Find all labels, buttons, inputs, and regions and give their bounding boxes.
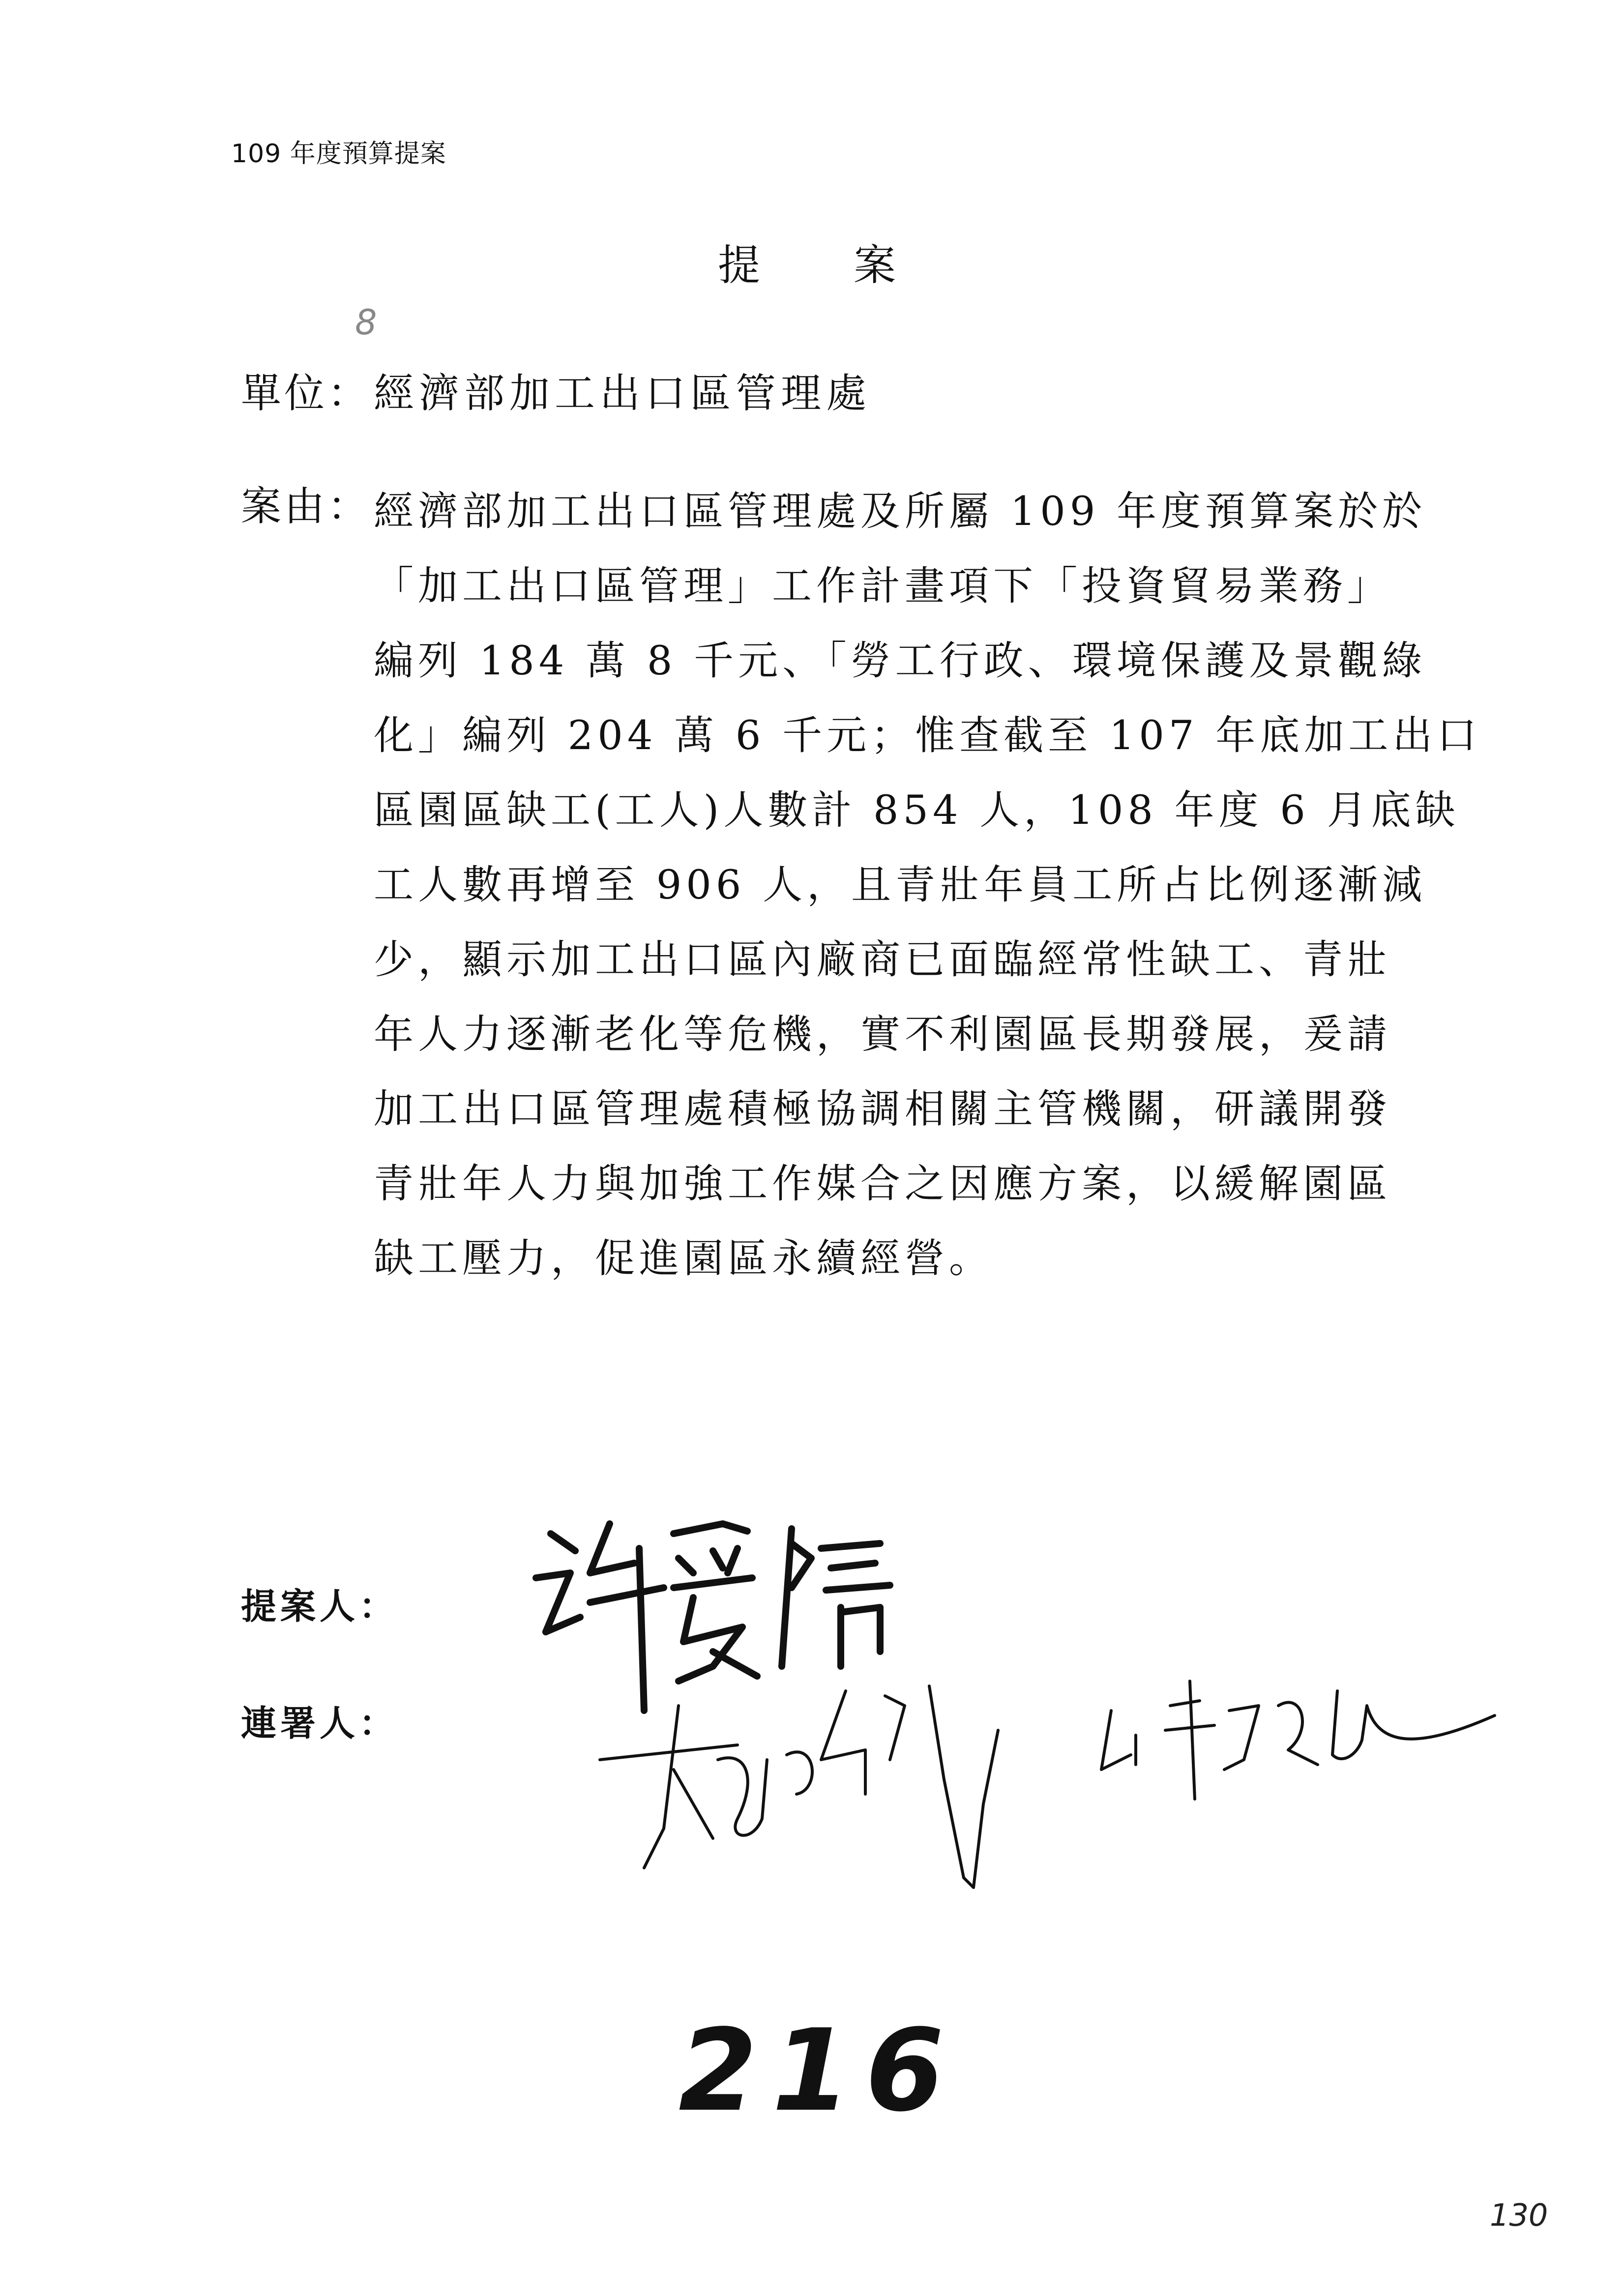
case-line: 經濟部加工出口區管理處及所屬 109 年度預算案於於	[374, 489, 1427, 535]
case-line: 年人力逐漸老化等危機，實不利園區長期發展，爰請	[374, 1012, 1392, 1058]
header-text: 109 年度預算提案	[231, 139, 446, 169]
case-line: 區園區缺工(工人)人數計 854 人，108 年度 6 月底缺	[374, 787, 1460, 834]
unit-label: 單位：	[241, 370, 371, 417]
case-line: 編列 184 萬 8 千元、「勞工行政、環境保護及景觀綠	[374, 638, 1426, 684]
document-title: 提案	[718, 241, 989, 290]
case-line: 工人數再增至 906 人，且青壯年員工所占比例逐漸減	[374, 862, 1427, 908]
case-line: 「加工出口區管理」工作計畫項下「投資貿易業務」	[374, 563, 1392, 610]
cosigner-label: 連署人：	[241, 1703, 399, 1744]
proposer-label: 提案人：	[241, 1586, 399, 1627]
case-body	[374, 474, 1481, 1296]
case-line: 青壯年人力與加強工作媒合之因應方案，以緩解園區	[374, 1161, 1392, 1207]
handwritten-number: 216	[679, 2005, 959, 2137]
page-number: 130	[1490, 2197, 1548, 2233]
document-header	[231, 133, 446, 170]
case-line: 化」編列 204 萬 6 千元；惟查截至 107 年底加工出口	[374, 713, 1481, 759]
cosigner-signature	[590, 1632, 1524, 1951]
case-line: 缺工壓力，促進園區永續經營。	[374, 1236, 994, 1282]
handwritten-mark: 8	[355, 302, 377, 343]
case-label: 案由：	[241, 483, 371, 530]
unit-value: 經濟部加工出口區管理處	[374, 370, 872, 417]
case-line: 加工出口區管理處積極協調相關主管機關，研議開發	[374, 1086, 1392, 1133]
case-line: 少，顯示加工出口區內廠商已面臨經常性缺工、青壯	[374, 937, 1392, 983]
